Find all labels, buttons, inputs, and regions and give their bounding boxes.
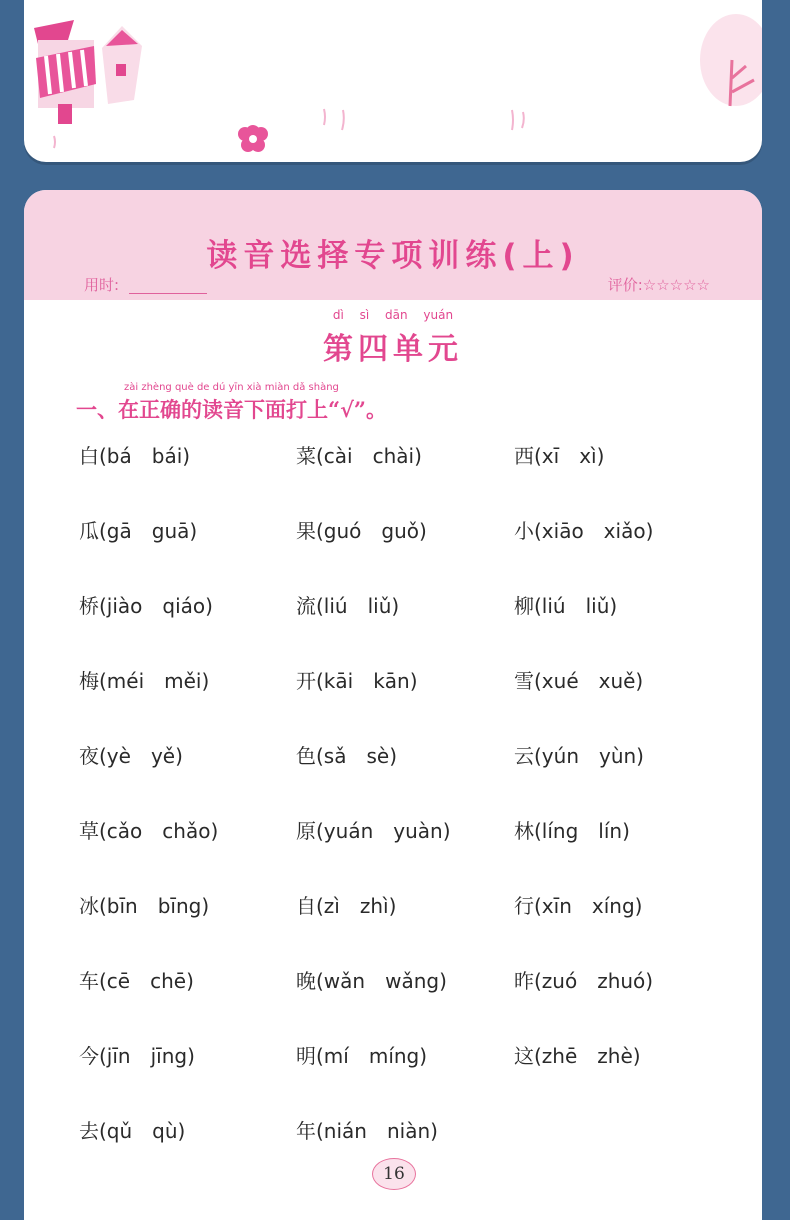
- top-illustration-card: [24, 0, 762, 162]
- exercise-item[interactable]: 小(xiāo xiǎo): [514, 519, 654, 543]
- exercise-item[interactable]: 白(bá bái): [79, 444, 191, 468]
- exercise-item[interactable]: 梅(méi měi): [79, 669, 210, 693]
- exercise-item[interactable]: 车(cē chē): [79, 969, 194, 993]
- exercise-item[interactable]: 林(líng lín): [514, 819, 630, 843]
- house-illustration: [34, 20, 142, 124]
- exercise-item[interactable]: 菜(cài chài): [296, 444, 422, 468]
- rating-label: 评价:☆☆☆☆☆: [607, 276, 710, 294]
- exercise-item[interactable]: 去(qǔ qù): [79, 1119, 186, 1143]
- exercise-item[interactable]: 原(yuán yuàn): [296, 819, 451, 843]
- exercise-item[interactable]: 夜(yè yě): [79, 744, 183, 768]
- worksheet-card: [24, 190, 762, 1220]
- instruction-pinyin: zài zhèng què de dú yīn xià miàn dǎ shàng: [124, 382, 339, 393]
- exercise-item[interactable]: 今(jīn jīng): [79, 1044, 195, 1068]
- exercise-item[interactable]: 云(yún yùn): [514, 744, 644, 768]
- exercise-item[interactable]: 色(sǎ sè): [296, 744, 398, 768]
- grass-decoration: [54, 109, 524, 148]
- exercise-item[interactable]: 桥(jiào qiáo): [79, 594, 213, 618]
- exercise-item[interactable]: 果(guó guǒ): [296, 519, 427, 543]
- instruction-text: 一、在正确的读音下面打上“√”。: [76, 397, 387, 422]
- exercise-item[interactable]: 草(cǎo chǎo): [79, 819, 219, 843]
- decor-illustration: [24, 0, 762, 162]
- exercise-item[interactable]: 这(zhē zhè): [514, 1044, 641, 1068]
- exercise-item[interactable]: 西(xī xì): [514, 444, 605, 468]
- exercise-item[interactable]: 雪(xué xuě): [514, 669, 644, 693]
- time-label: 用时:: [84, 276, 120, 294]
- page-number: 16: [372, 1158, 416, 1190]
- unit-pinyin: dì sì dān yuán: [332, 308, 454, 322]
- flower-icon: [238, 125, 268, 152]
- exercise-item[interactable]: 行(xīn xíng): [514, 894, 643, 918]
- exercise-item[interactable]: 明(mí míng): [296, 1044, 428, 1068]
- exercise-item[interactable]: 瓜(gā guā): [79, 519, 198, 543]
- exercise-item[interactable]: 年(nián niàn): [296, 1119, 438, 1143]
- time-blank-line: [129, 293, 207, 294]
- exercise-item[interactable]: 晚(wǎn wǎng): [296, 969, 447, 993]
- tree-illustration: [700, 14, 762, 106]
- exercise-item[interactable]: 开(kāi kān): [296, 669, 418, 693]
- exercise-item[interactable]: 冰(bīn bīng): [79, 894, 210, 918]
- worksheet-title: 读音选择专项训练(上): [206, 238, 580, 274]
- exercise-item[interactable]: 柳(liú liǔ): [514, 594, 618, 618]
- unit-title: 第四单元: [323, 332, 463, 367]
- exercise-item[interactable]: 流(liú liǔ): [296, 594, 400, 618]
- exercise-item[interactable]: 自(zì zhì): [296, 894, 397, 918]
- exercise-item[interactable]: 昨(zuó zhuó): [514, 969, 654, 993]
